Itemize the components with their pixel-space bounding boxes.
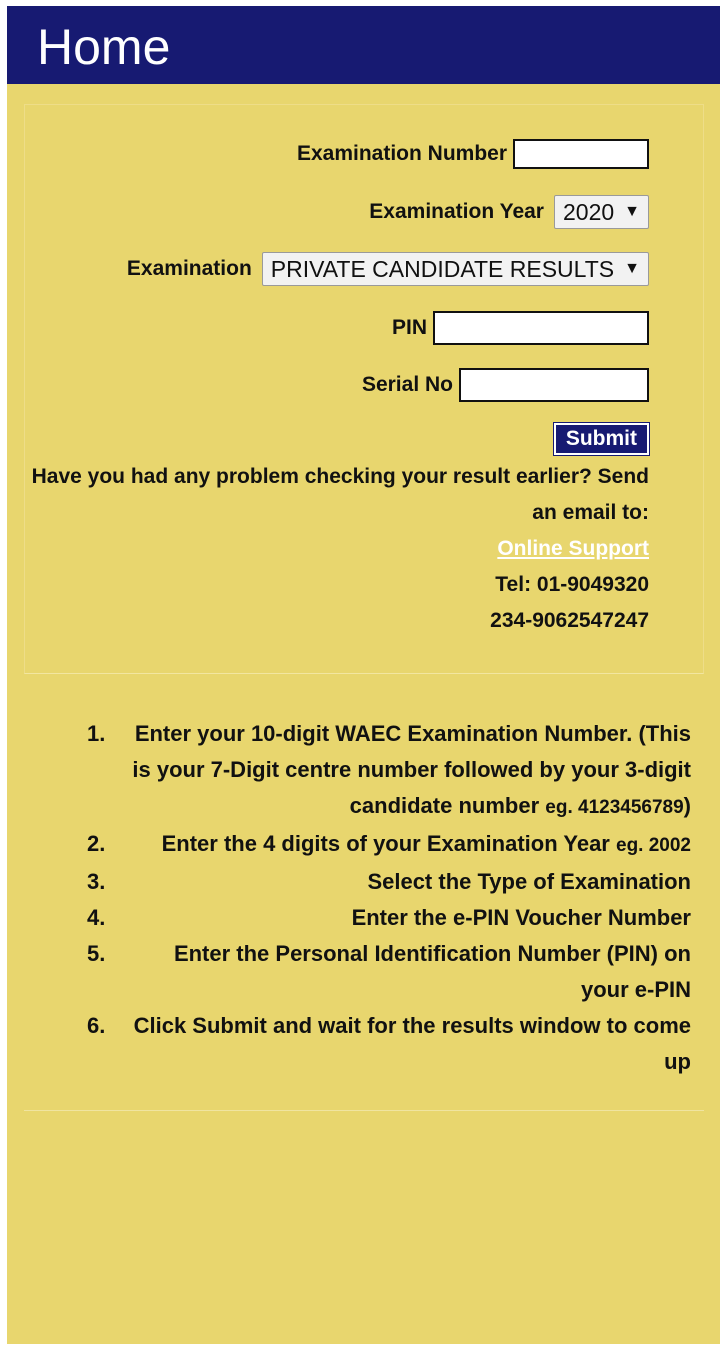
result-form-panel [24,104,704,674]
step-tail: ) [683,793,691,818]
step-text: Select the Type of Examination [367,869,691,894]
list-item [87,716,691,826]
step-number: 1. [87,721,106,746]
list-item [87,864,691,900]
exam-year-row [369,195,649,229]
page-title: Home [37,19,171,75]
phone-number: 234-9062547247 [490,609,649,632]
step-example: eg. 2002 [616,835,691,856]
step-number: 5. [87,941,106,966]
chevron-down-icon: ▼ [624,203,640,220]
step-example: eg. 4123456789 [545,797,684,818]
examination-label: Examination [126,257,252,280]
exam-number-row [297,139,649,169]
list-item [87,1008,691,1080]
instructions-list [87,716,691,1080]
exam-year-value: 2020 [562,198,615,225]
page-header [7,4,720,84]
exam-year-label: Examination Year [369,200,544,223]
exam-year-select[interactable] [554,195,649,229]
examination-value: PRIVATE CANDIDATE RESULTS [270,255,615,282]
pin-row [392,311,649,345]
online-support-link[interactable]: Online Support [497,537,649,560]
serial-row [362,368,649,402]
exam-number-label: Examination Number [296,142,507,165]
help-question: Have you had any problem checking your result earlier? Send an email to: [31,465,649,524]
step-number: 6. [87,1013,106,1038]
divider [24,1110,704,1111]
help-text [9,459,649,639]
examination-select[interactable] [262,252,649,286]
step-text: Enter the 4 digits of your Examination Year [161,831,610,856]
step-text: Enter the Personal Identification Number (PIN) on your e-PIN [173,941,691,1002]
exam-number-input[interactable] [513,139,649,169]
step-text: Click Submit and wait for the results window to come up [133,1013,691,1074]
list-item [87,826,691,864]
serial-label: Serial No [361,373,453,396]
examination-row [127,252,649,286]
page-frame [7,4,720,1344]
step-number: 2. [87,831,106,856]
pin-label: PIN [391,316,427,339]
serial-input[interactable] [459,368,649,402]
step-text: Enter the e-PIN Voucher Number [351,905,691,930]
step-number: 3. [87,869,106,894]
chevron-down-icon: ▼ [624,260,640,277]
pin-input[interactable] [433,311,649,345]
tel-number: Tel: 01-9049320 [495,573,649,596]
submit-button[interactable]: Submit [554,423,649,455]
list-item [87,900,691,936]
step-number: 4. [87,905,106,930]
step-text: Enter your 10-digit WAEC Examination Number. (This is your 7-Digit centre number followed by your 3-digit candidate number [132,721,691,818]
list-item [87,936,691,1008]
